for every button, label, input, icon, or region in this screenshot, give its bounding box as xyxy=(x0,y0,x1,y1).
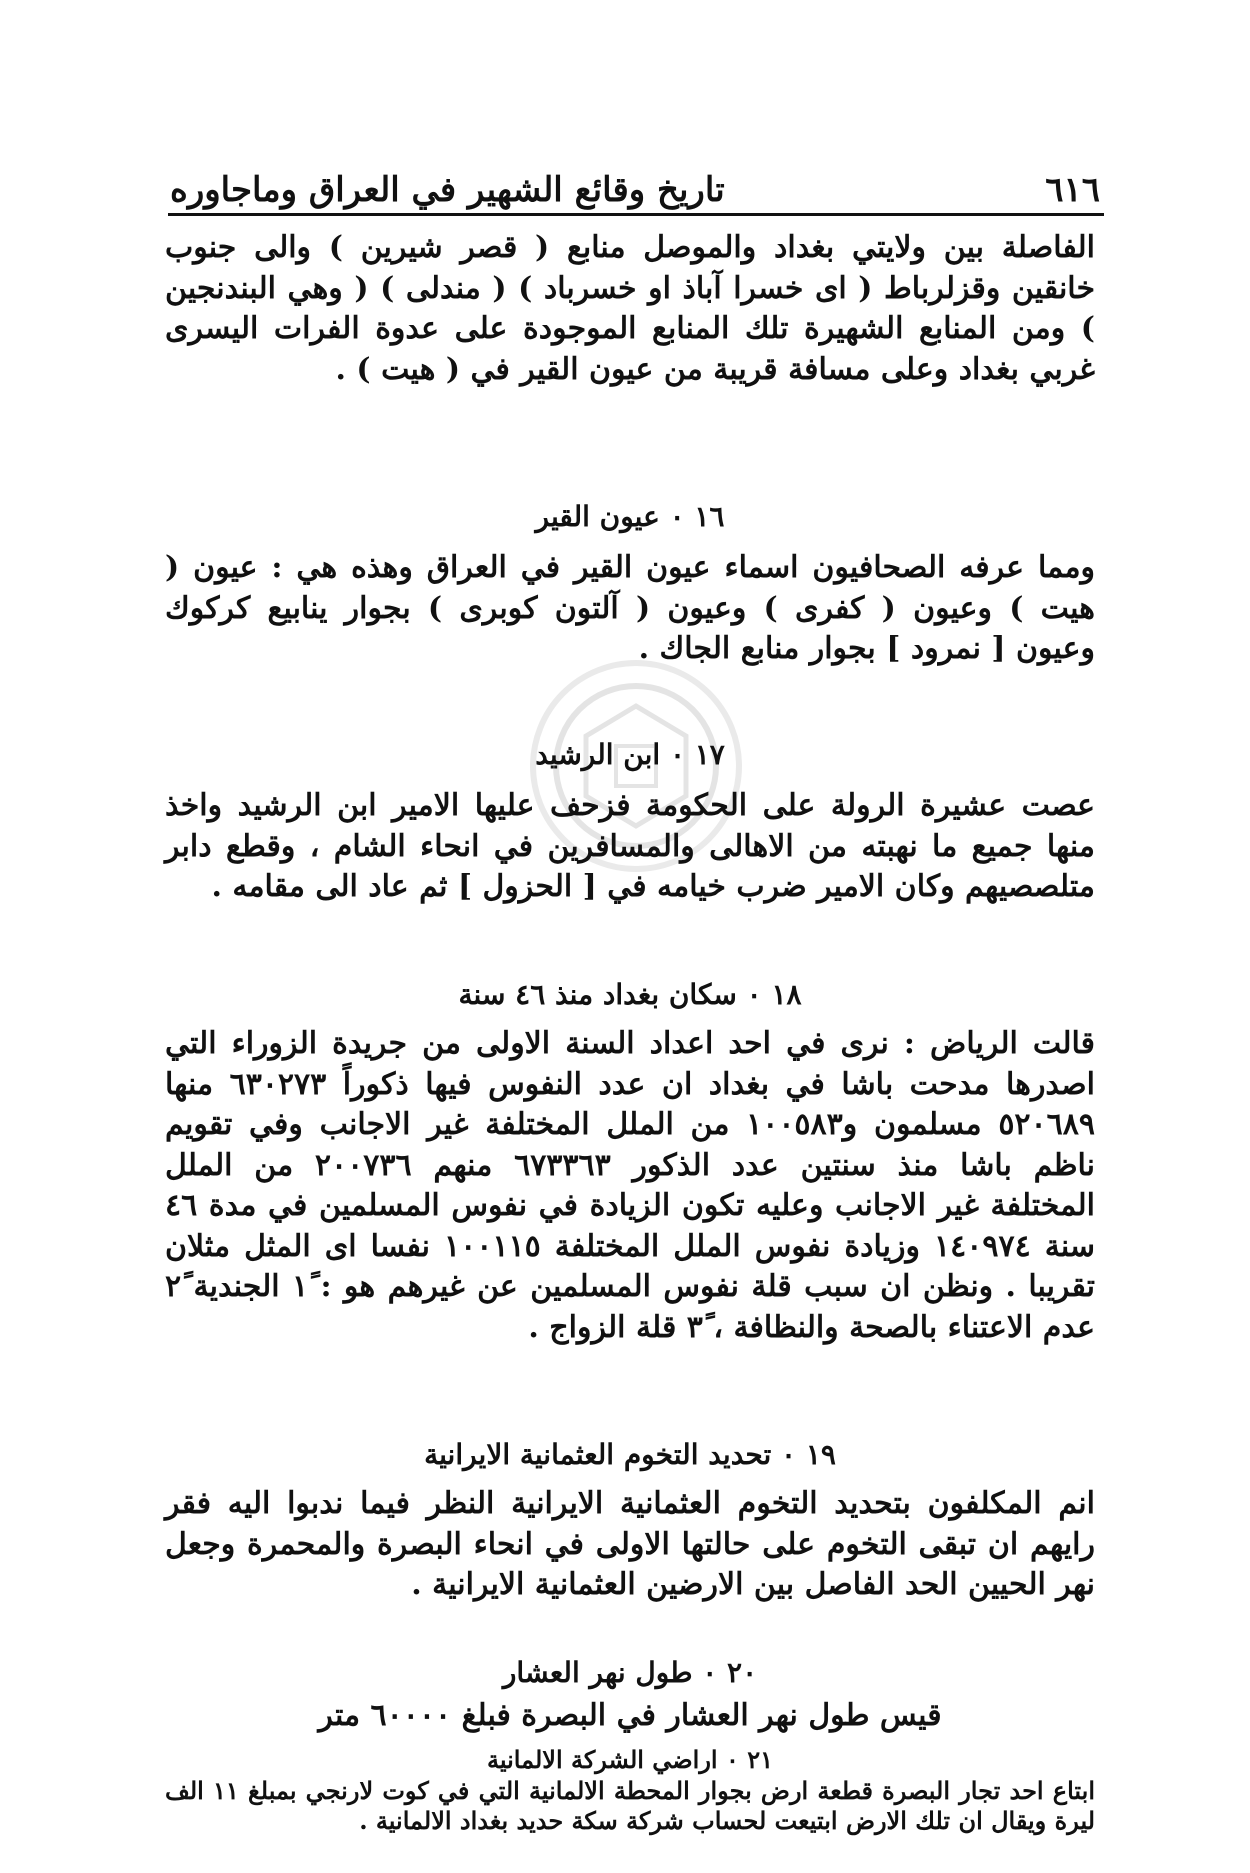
paragraph-21: ابتاع احد تجار البصرة قطعة ارض بجوار المحطة الالمانية التي في كوت لارنجي بمبلغ ١١ الف ليرة ويقال ان تلك الارض ابتيعت لحساب شركة سكة حديد بغداد الالمانية . xyxy=(165,1776,1095,1835)
section-heading-17: ١٧ ٠ ابن الرشيد xyxy=(535,738,725,771)
section-heading-21: ٢١ ٠ اراضي الشركة الالمانية xyxy=(487,1745,773,1774)
paragraph-17: عصت عشيرة الرولة على الحكومة فزحف عليها الامير ابن الرشيد واخذ منها جميع ما نهبته من الاهالى والمسافرين في انحاء الشام ، وقطع دابر متلصصيهم وكان الامير ضرب خيامه في [ الحزول ] ثم عاد الى مقامه . xyxy=(165,788,1095,904)
paragraph-intro: الفاصلة بين ولايتي بغداد والموصل منابع ( قصر شيرين ) والى جنوب خانقين وقزلرباط ( اى خسرا آباذ او خسرباد ) ( مندلى ) ( وهي البندنجين ) ومن المنابع الشهيرة تلك المنابع الموجودة على عدوة الفرات اليسرى غربي بغداد وعلى مسافة قريبة من عيون القير في ( هيت ) . xyxy=(165,230,1095,387)
page-number: ٦١٦ xyxy=(1045,170,1100,210)
section-heading-18: ١٨ ٠ سكان بغداد منذ ٤٦ سنة xyxy=(458,978,802,1011)
paragraph-16: ومما عرفه الصحافيون اسماء عيون القير في العراق وهذه هي : عيون ( هيت ) وعيون ( كفرى ) وعيون ( آلتون كوبرى ) بجوار ينابيع كركوك وعيون [ نمرود ] بجوار منابع الجاك . xyxy=(165,550,1095,666)
header-rule xyxy=(168,213,1104,216)
paragraph-18: قالت الرياض : نرى في احد اعداد السنة الاولى من جريدة الزوراء التي اصدرها مدحت باشا في بغداد ان عدد النفوس فيها ذكوراً ٦٣٠٢٧٣ منها ٥٢٠٦٨٩ مسلمون و١٠٠٥٨٣ من الملل المختلفة غير الاجانب وفي تقويم ناظم باشا منذ سنتين عدد الذكور ٦٧٣٣٦٣ منهم ٢٠٠٧٣٦ من الملل المختلفة غير الاجانب وعليه تكون الزيادة في نفوس المسلمين في مدة ٤٦ سنة ١٤٠٩٧٤ وزيادة نفوس الملل المختلفة ١٠٠١١٥ نفسا اى المثل مثلان تقريبا . ونظن ان سبب قلة نفوس المسلمين عن غيرهم هو : ١ً الجندية ٢ً عدم الاعتناء بالصحة والنظافة ، ٣ً قلة الزواج . xyxy=(165,1026,1096,1345)
section-heading-19: ١٩ ٠ تحديد التخوم العثمانية الايرانية xyxy=(424,1438,836,1471)
running-title: تاريخ وقائع الشهير في العراق وماجاوره xyxy=(170,170,725,210)
section-heading-20: ٢٠ ٠ طول نهر العشار xyxy=(502,1656,758,1689)
section-heading-16: ١٦ ٠ عيون القير xyxy=(535,500,725,533)
paragraph-20: قيس طول نهر العشار في البصرة فبلغ ٦٠٠٠٠ متر xyxy=(318,1698,942,1733)
page-header xyxy=(170,150,1100,210)
paragraph-19: انم المكلفون بتحديد التخوم العثمانية الايرانية النظر فيما ندبوا اليه فقر رايهم ان تبقى التخوم على حالتها الاولى في انحاء البصرة والمحمرة وجعل نهر الحيين الحد الفاصل بين الارضين العثمانية الايرانية . xyxy=(165,1486,1095,1602)
